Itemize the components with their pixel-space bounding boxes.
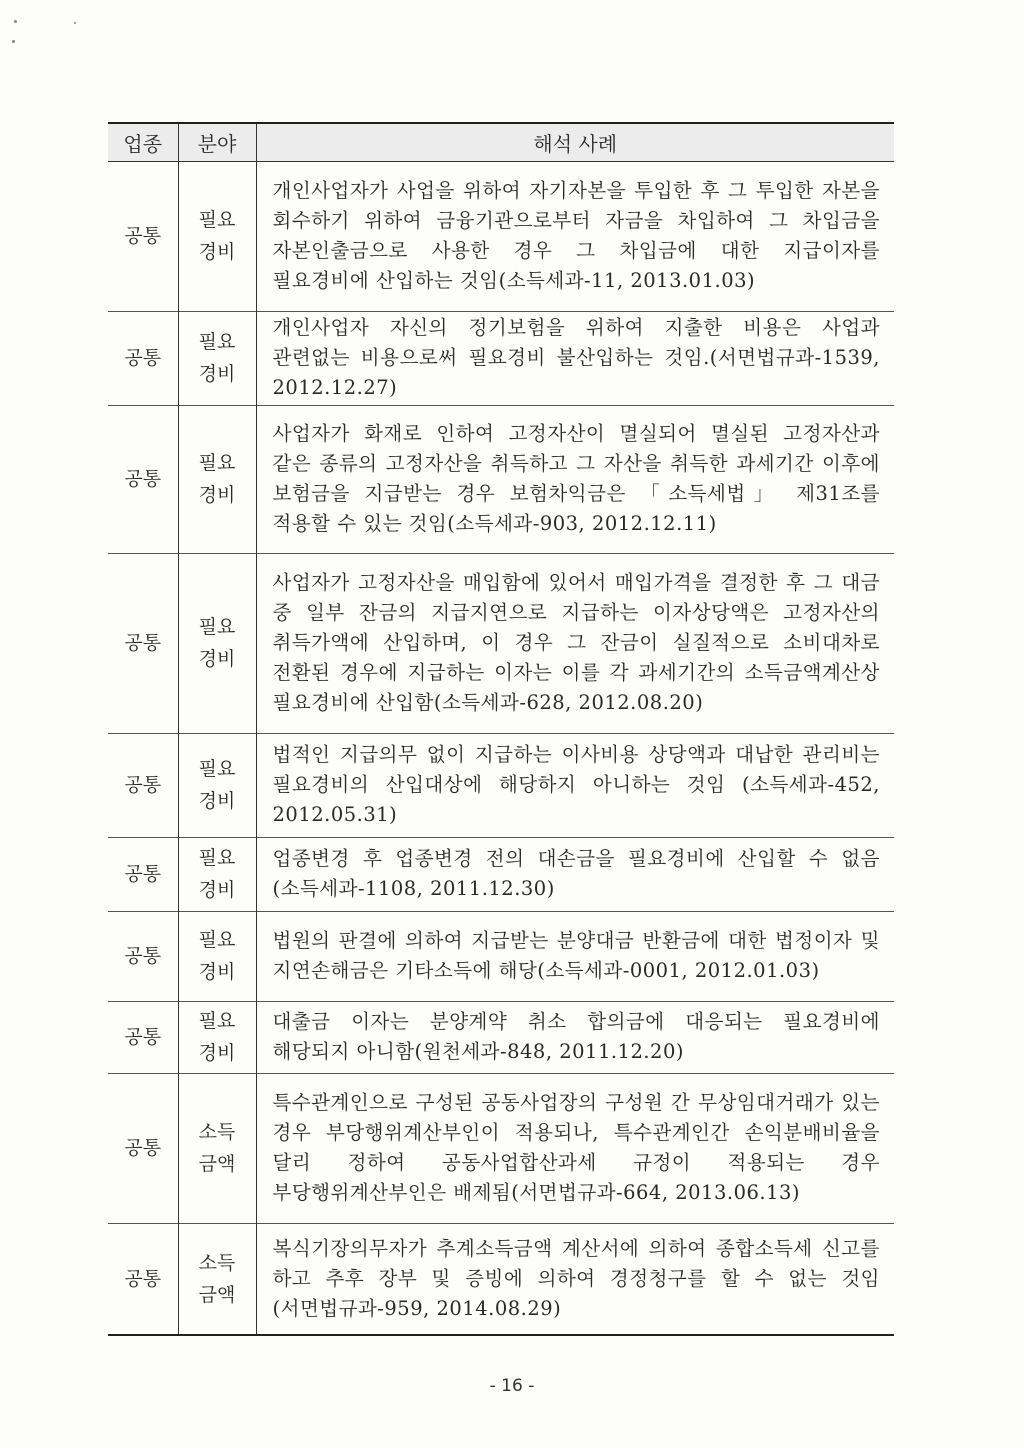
table-row: [108, 1223, 894, 1335]
field-cell: 소득 금액: [178, 1073, 256, 1223]
table-row: [108, 553, 894, 733]
field-cell: 필요 경비: [178, 161, 256, 311]
case-cell: 사업자가 화재로 인하여 고정자산이 멸실되어 멸실된 고정자산과 같은 종류의 고정자산을 취득하고 그 자산을 취득한 과세기간 이후에 보험금을 지급받는 경우 보험차익금은 「소득세법」 제31조를 적용할 수 있는 것임(소득세과-903, 2012.12.11): [256, 405, 894, 553]
case-cell: 법적인 지급의무 없이 지급하는 이사비용 상당액과 대납한 관리비는 필요경비의 산입대상에 해당하지 아니하는 것임 (소득세과-452, 2012.05.31): [256, 733, 894, 837]
header-business-type: 업종: [108, 123, 178, 161]
table-row: [108, 733, 894, 837]
scan-speck: [74, 22, 76, 24]
table-header-row: [108, 123, 894, 161]
business-type-cell: 공통: [108, 161, 178, 311]
field-cell: 필요 경비: [178, 911, 256, 1001]
business-type-cell: 공통: [108, 1001, 178, 1073]
case-cell: 업종변경 후 업종변경 전의 대손금을 필요경비에 산입할 수 없음(소득세과-1108, 2011.12.30): [256, 837, 894, 911]
business-type-cell: 공통: [108, 553, 178, 733]
field-cell: 필요 경비: [178, 733, 256, 837]
case-cell: 특수관계인으로 구성된 공동사업장의 구성원 간 무상임대거래가 있는 경우 부당행위계산부인이 적용되나, 특수관계인간 손익분배비율을 달리 정하여 공동사업합산과세 규정이 적용되는 경우 부당행위계산부인은 배제됨(서면법규과-664, 2013.06.13): [256, 1073, 894, 1223]
business-type-cell: 공통: [108, 405, 178, 553]
business-type-cell: 공통: [108, 1223, 178, 1335]
field-cell: 필요 경비: [178, 837, 256, 911]
field-cell: 소득 금액: [178, 1223, 256, 1335]
page-number: - 16 -: [489, 1376, 535, 1396]
header-case: 해석 사례: [256, 123, 894, 161]
case-cell: 사업자가 고정자산을 매입함에 있어서 매입가격을 결정한 후 그 대금 중 일부 잔금의 지급지연으로 지급하는 이자상당액은 고정자산의 취득가액에 산입하며, 이 경우 그 잔금이 실질적으로 소비대차로 전환된 경우에 지급하는 이자는 이를 각 과세기간의 소득금액계산상 필요경비에 산입함(소득세과-628, 2012.08.20): [256, 553, 894, 733]
interpretation-cases-table: [108, 122, 894, 1336]
table-row: [108, 161, 894, 311]
case-cell: 개인사업자가 사업을 위하여 자기자본을 투입한 후 그 투입한 자본을 회수하기 위하여 금융기관으로부터 자금을 차입하여 그 차입금을 자본인출금으로 사용한 경우 그 차입금에 대한 지급이자를 필요경비에 산입하는 것임(소득세과-11, 2013.01.03): [256, 161, 894, 311]
business-type-cell: 공통: [108, 1073, 178, 1223]
field-cell: 필요 경비: [178, 1001, 256, 1073]
table-row: [108, 911, 894, 1001]
table-row: [108, 837, 894, 911]
scan-speck: [14, 20, 17, 23]
scan-speck: [12, 40, 15, 43]
table-row: [108, 405, 894, 553]
table-row: [108, 311, 894, 405]
field-cell: 필요 경비: [178, 553, 256, 733]
field-cell: 필요 경비: [178, 311, 256, 405]
case-cell: 개인사업자 자신의 정기보험을 위하여 지출한 비용은 사업과 관련없는 비용으로써 필요경비 불산입하는 것임.(서면법규과-1539, 2012.12.27): [256, 311, 894, 405]
case-cell: 대출금 이자는 분양계약 취소 합의금에 대응되는 필요경비에 해당되지 아니함(원천세과-848, 2011.12.20): [256, 1001, 894, 1073]
table-row: [108, 1073, 894, 1223]
table-row: [108, 1001, 894, 1073]
business-type-cell: 공통: [108, 911, 178, 1001]
business-type-cell: 공통: [108, 733, 178, 837]
case-cell: 법원의 판결에 의하여 지급받는 분양대금 반환금에 대한 법정이자 및 지연손해금은 기타소득에 해당(소득세과-0001, 2012.01.03): [256, 911, 894, 1001]
business-type-cell: 공통: [108, 311, 178, 405]
header-field: 분야: [178, 123, 256, 161]
business-type-cell: 공통: [108, 837, 178, 911]
field-cell: 필요 경비: [178, 405, 256, 553]
case-cell: 복식기장의무자가 추계소득금액 계산서에 의하여 종합소득세 신고를 하고 추후 장부 및 증빙에 의하여 경정청구를 할 수 없는 것임(서면법규과-959, 2014.08.29): [256, 1223, 894, 1335]
